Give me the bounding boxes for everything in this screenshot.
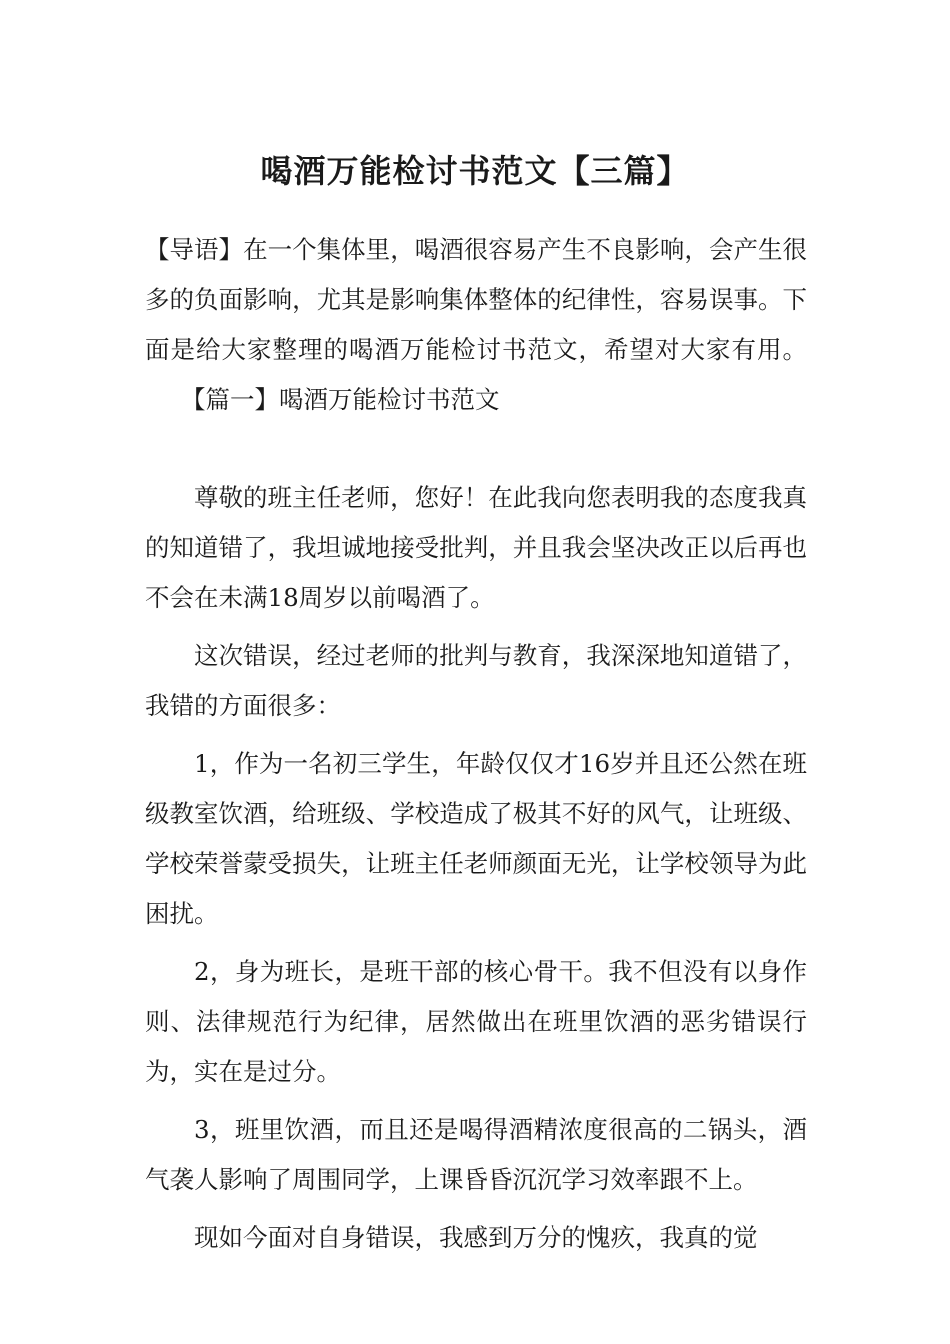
- letter-paragraph: 1，作为一名初三学生，年龄仅仅才16岁并且还公然在班级教室饮酒，给班级、学校造成了极其不好的风气，让班级、学校荣誉蒙受损失，让班主任老师颜面无光，让学校领导为此困扰。: [145, 749, 807, 928]
- intro-lead-text: 【导语】在一个集体里，喝酒很容易产生不良影响，会产生很多的负面影响，尤其是影响集体整体的纪律性，容易误事。下面是给大家整理的喝酒万能检讨书范文，希望对大家有用。: [145, 235, 807, 364]
- document-title: 喝酒万能检讨书范文【三篇】: [260, 152, 690, 191]
- intro-paragraph: [145, 225, 807, 425]
- letter-body: [145, 473, 807, 1271]
- section-heading: 【篇一】喝酒万能检讨书范文: [181, 385, 500, 414]
- letter-paragraph: 这次错误，经过老师的批判与教育，我深深地知道错了，我错的方面很多：: [145, 641, 807, 720]
- letter-paragraph: 3，班里饮酒，而且还是喝得酒精浓度很高的二锅头，酒气袭人影响了周围同学，上课昏昏沉沉学习效率跟不上。: [145, 1115, 807, 1194]
- letter-paragraph: 尊敬的班主任老师，您好！在此我向您表明我的态度我真的知道错了，我坦诚地接受批判，并且我会坚决改正以后再也不会在未满18周岁以前喝酒了。: [145, 483, 807, 612]
- letter-paragraph: 现如今面对自身错误，我感到万分的愧疚，我真的觉: [194, 1223, 758, 1252]
- letter-paragraph: 2，身为班长，是班干部的核心骨干。我不但没有以身作则、法律规范行为纪律，居然做出在班里饮酒的恶劣错误行为，实在是过分。: [145, 957, 807, 1086]
